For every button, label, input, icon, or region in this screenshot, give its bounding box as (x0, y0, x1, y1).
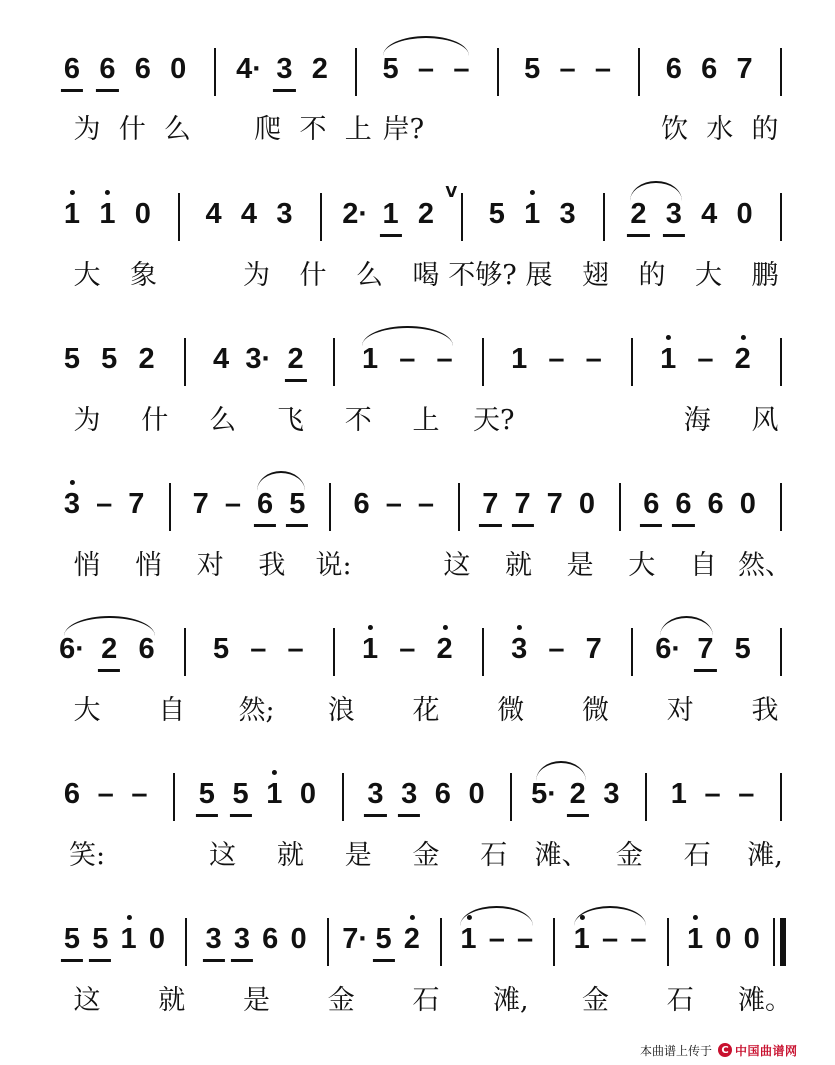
note: 3· (245, 343, 272, 375)
lyric-syllable: 这 (73, 985, 101, 1016)
site-logo (718, 1042, 798, 1059)
lyric-syllable: 不 (299, 114, 327, 145)
lyric-syllable: 水 (706, 114, 734, 145)
note: 7 (697, 635, 713, 664)
note: – (224, 488, 241, 520)
note: 2 (630, 200, 646, 229)
note: 6 (643, 490, 659, 519)
lyric-syllable: 为 (73, 114, 101, 145)
lyric-syllable: 展 (525, 260, 553, 291)
octave-dot (70, 190, 75, 195)
lyric-syllable: 大 (73, 695, 101, 726)
note: 2 (311, 53, 328, 85)
note: 5 (199, 780, 215, 809)
barline (645, 773, 647, 821)
note: 1 (670, 778, 687, 810)
lyric-syllable: 对 (666, 695, 694, 726)
lyric-syllable: 什 (299, 260, 327, 291)
note: 2· (342, 198, 369, 230)
lyric-syllable: 悄 (73, 550, 101, 581)
barline (333, 628, 335, 676)
note: – (704, 778, 721, 810)
lyric-syllable: 花 (412, 695, 440, 726)
note: 3 (276, 55, 292, 84)
notation-row (0, 48, 835, 108)
barline (185, 918, 187, 966)
octave-dot (443, 625, 448, 630)
octave-dot (105, 190, 110, 195)
note: 3 (206, 925, 222, 954)
note: 5· (531, 778, 557, 810)
note: – (517, 923, 534, 955)
note: 1 (574, 925, 590, 954)
lyric-syllable: 大 (628, 550, 656, 581)
lyric-syllable: 我 (258, 550, 286, 581)
lyric-syllable: 上 (412, 405, 440, 436)
lyric-syllable: 这 (209, 840, 237, 871)
note: – (287, 633, 304, 665)
note: 5 (101, 343, 118, 375)
barline (638, 48, 640, 96)
underline-beam (627, 234, 649, 237)
note: 6 (262, 923, 279, 955)
barline (440, 918, 442, 966)
note: 7 (546, 488, 563, 520)
note: – (697, 343, 714, 375)
lyric-syllable: 就 (158, 985, 186, 1016)
lyrics-row (0, 407, 835, 447)
underline-beam (479, 524, 501, 527)
note: 3 (276, 198, 293, 230)
note: 6 (99, 55, 115, 84)
underline-beam (98, 669, 120, 672)
note: 0 (134, 198, 151, 230)
underline-beam (286, 524, 308, 527)
note: 2 (735, 345, 751, 374)
note: – (585, 343, 602, 375)
barline (553, 918, 555, 966)
note: 1 (362, 343, 379, 375)
note: 3 (367, 780, 383, 809)
note: – (131, 778, 148, 810)
note: 7 (128, 488, 145, 520)
tie-arc (383, 36, 470, 56)
note: – (488, 923, 505, 955)
note: 5 (524, 53, 541, 85)
lyric-syllable: 浪 (327, 695, 355, 726)
tie-arc (64, 616, 155, 636)
underline-beam (231, 959, 253, 962)
barline (178, 193, 180, 241)
barline (482, 338, 484, 386)
octave-dot (368, 625, 373, 630)
lyric-syllable: 什 (141, 405, 169, 436)
note: 0 (739, 488, 756, 520)
underline-beam (398, 814, 420, 817)
lyric-syllable: 滩。 (738, 985, 792, 1016)
tie-arc (536, 761, 586, 781)
note: – (594, 53, 612, 85)
lyric-syllable: 是 (243, 985, 270, 1016)
octave-dot (666, 335, 671, 340)
lyric-syllable: 这 (443, 550, 471, 581)
note: 4 (701, 198, 718, 230)
barline (497, 48, 499, 96)
lyric-syllable: 说: (315, 550, 352, 581)
lyrics-row (0, 697, 835, 737)
note: 5 (375, 925, 391, 954)
note: 0 (290, 923, 307, 955)
note: 5 (64, 925, 80, 954)
note: 6 (138, 633, 155, 665)
lyric-syllable: 石 (683, 840, 711, 871)
note: – (97, 778, 114, 810)
notation-row (0, 483, 835, 543)
note: 2 (288, 345, 304, 374)
barline (780, 193, 782, 241)
note: 6 (257, 490, 273, 519)
note: 0 (148, 923, 166, 955)
note: – (548, 343, 565, 375)
lyric-syllable: 悄 (135, 550, 163, 581)
lyrics-row (0, 262, 835, 302)
note: 5 (734, 633, 751, 665)
barline (329, 483, 331, 531)
note: 6 (675, 490, 691, 519)
note: 4 (205, 198, 222, 230)
lyric-syllable: 天? (473, 405, 515, 436)
lyric-syllable: 滩, (492, 985, 529, 1016)
barline (619, 483, 621, 531)
lyric-syllable: 然、 (738, 550, 792, 581)
note: 6 (353, 488, 370, 520)
footer-watermark (640, 1040, 798, 1060)
underline-beam (229, 814, 251, 817)
lyrics-row (0, 552, 835, 592)
note: 3 (603, 778, 620, 810)
lyric-syllable: 石 (412, 985, 440, 1016)
barline (184, 628, 186, 676)
note: 5 (382, 53, 399, 85)
lyrics-row (0, 116, 835, 156)
note: 2 (138, 343, 155, 375)
barline (173, 773, 175, 821)
note: 2 (570, 780, 586, 809)
note: 6 (63, 778, 81, 810)
note: 4· (236, 53, 262, 85)
breath-mark: V (445, 183, 458, 201)
note: 2 (437, 635, 453, 664)
barline (780, 773, 782, 821)
barline (780, 483, 782, 531)
octave-dot (70, 480, 75, 485)
barline (510, 773, 512, 821)
underline-beam (364, 814, 386, 817)
underline-beam (694, 669, 716, 672)
lyric-syllable: 金 (615, 840, 643, 871)
note: – (417, 53, 435, 85)
lyric-syllable: 飞 (276, 405, 304, 436)
note: 1 (64, 200, 80, 229)
note: – (436, 343, 453, 375)
lyric-syllable: 我 (751, 695, 779, 726)
tie-arc (630, 181, 681, 201)
note: 6 (64, 55, 80, 84)
barline (780, 628, 782, 676)
lyric-syllable: 是 (566, 550, 594, 581)
note: – (738, 778, 755, 810)
barline (214, 48, 216, 96)
lyric-syllable: 为 (73, 405, 101, 436)
note: 7 (736, 53, 753, 85)
barline (773, 918, 775, 966)
octave-dot (410, 915, 415, 920)
note: – (559, 53, 576, 85)
underline-beam (96, 89, 118, 92)
notation-row (0, 183, 835, 253)
note: 5 (289, 490, 305, 519)
note: – (385, 488, 402, 520)
barline (780, 338, 782, 386)
note: 1 (687, 925, 703, 954)
note: – (399, 633, 416, 665)
lyric-syllable: 么 (209, 405, 237, 436)
underline-beam (672, 524, 694, 527)
note: 0 (299, 778, 317, 810)
note: 1 (660, 345, 676, 374)
underline-beam (372, 959, 394, 962)
lyric-syllable: 么 (163, 114, 191, 145)
octave-dot (530, 190, 535, 195)
underline-beam (61, 89, 83, 92)
note: 1 (524, 200, 540, 229)
note: 7 (192, 488, 209, 520)
note: 6 (707, 488, 724, 520)
lyric-syllable: 海 (683, 405, 711, 436)
notation-row (0, 628, 835, 688)
note: 0 (468, 778, 485, 810)
barline (482, 628, 484, 676)
lyric-syllable: 石 (666, 985, 694, 1016)
note: 3 (511, 635, 527, 664)
lyric-syllable: 不够? (448, 260, 517, 291)
lyric-syllable: 笑: (68, 840, 106, 871)
lyric-syllable: 自 (158, 695, 186, 726)
note: – (630, 923, 647, 955)
octave-dot (741, 335, 746, 340)
lyric-syllable: 滩、 (534, 840, 589, 871)
lyric-syllable: 就 (504, 550, 532, 581)
barline (184, 338, 186, 386)
note: 5 (63, 343, 81, 375)
barline (603, 193, 605, 241)
note: – (548, 633, 565, 665)
note: 1 (121, 925, 137, 954)
barline (667, 918, 669, 966)
underline-beam (89, 959, 111, 962)
note: 5 (232, 780, 248, 809)
lyric-syllable: 翅 (582, 260, 609, 291)
lyric-syllable: 爬 (254, 114, 282, 145)
lyric-syllable: 上 (344, 114, 372, 145)
underline-beam (254, 524, 276, 527)
underline-beam (203, 959, 225, 962)
lyric-syllable: 的 (751, 114, 779, 145)
note: 4 (212, 343, 230, 375)
lyrics-row (0, 842, 835, 882)
lyric-syllable: 什 (118, 114, 146, 145)
notation-row (0, 773, 835, 833)
barline (320, 193, 322, 241)
tie-arc (257, 471, 305, 491)
note: 0 (736, 198, 753, 230)
note: – (399, 343, 416, 375)
barline (333, 338, 335, 386)
note: 0 (578, 488, 595, 520)
lyric-syllable: 饮 (661, 114, 689, 145)
lyric-syllable: 大 (73, 260, 101, 291)
lyric-syllable: 岸? (382, 114, 425, 145)
underline-beam (663, 234, 685, 237)
note: – (453, 53, 470, 85)
note: 4 (240, 198, 258, 230)
note: 3 (64, 490, 80, 519)
underline-beam (61, 959, 83, 962)
tie-arc (574, 906, 647, 926)
note: – (96, 488, 113, 520)
note: 7 (482, 490, 498, 519)
barline (342, 773, 344, 821)
tie-arc (660, 616, 713, 636)
octave-dot (517, 625, 522, 630)
note: 6 (701, 53, 718, 85)
lyric-syllable: 喝 (412, 260, 440, 291)
note: – (417, 488, 435, 520)
tie-arc (460, 906, 533, 926)
underline-beam (285, 379, 307, 382)
lyric-syllable: 不 (344, 405, 372, 436)
note: 2 (101, 635, 117, 664)
lyric-syllable: 大 (695, 260, 722, 291)
lyric-syllable: 微 (582, 695, 609, 726)
lyric-syllable: 滩, (747, 840, 783, 871)
barline (327, 918, 329, 966)
lyric-syllable: 金 (582, 985, 609, 1016)
note: 0 (170, 53, 187, 85)
lyric-syllable: 是 (344, 840, 372, 871)
underline-beam (511, 524, 533, 527)
note: 1 (383, 200, 399, 229)
octave-dot (272, 770, 277, 775)
lyric-syllable: 么 (356, 260, 383, 291)
note: 3 (559, 198, 576, 230)
lyric-syllable: 象 (130, 260, 157, 291)
lyric-syllable: 然; (238, 695, 275, 726)
logo-icon: C (718, 1043, 732, 1057)
note: 2 (417, 198, 435, 230)
underline-beam (380, 234, 402, 237)
note: 1 (99, 200, 115, 229)
lyric-syllable: 风 (751, 405, 779, 436)
note: 0 (743, 923, 760, 955)
underline-beam (273, 89, 295, 92)
lyric-syllable: 石 (480, 840, 508, 871)
octave-dot (693, 915, 698, 920)
barline (461, 193, 463, 241)
note: 3 (401, 780, 417, 809)
lyric-syllable: 鹏 (751, 260, 779, 291)
lyric-syllable: 微 (497, 695, 525, 726)
lyric-syllable: 对 (196, 550, 224, 581)
notation-row (0, 338, 835, 398)
lyric-syllable: 自 (689, 550, 717, 581)
underline-beam (567, 814, 589, 817)
barline (780, 48, 782, 96)
note: 5 (212, 633, 230, 665)
lyric-syllable: 金 (412, 840, 440, 871)
note: 6 (134, 53, 151, 85)
note: 1 (266, 780, 282, 809)
barline (355, 48, 357, 96)
upload-text: 本曲谱上传于 (640, 1043, 713, 1058)
note: 6· (655, 633, 682, 665)
note: 6 (665, 53, 682, 85)
octave-dot (127, 915, 132, 920)
barline (631, 338, 633, 386)
tie-arc (362, 326, 453, 346)
note: – (250, 633, 267, 665)
site-name: 中国曲谱网 (735, 1043, 798, 1058)
lyric-syllable: 金 (327, 985, 355, 1016)
lyric-syllable: 为 (243, 260, 270, 291)
note: 1 (460, 925, 476, 954)
note: 5 (488, 198, 505, 230)
note: 7 (514, 490, 530, 519)
lyric-syllable: 的 (638, 260, 666, 291)
underline-beam (196, 814, 218, 817)
note: 7· (342, 923, 369, 955)
lyric-syllable: 就 (276, 840, 304, 871)
barline (169, 483, 171, 531)
note: 7 (585, 633, 602, 665)
lyrics-row (0, 987, 835, 1027)
note: 1 (362, 635, 378, 664)
note: 6 (434, 778, 451, 810)
note: 1 (511, 343, 528, 375)
note: 6· (59, 633, 85, 665)
note: 2 (404, 925, 420, 954)
note: – (602, 923, 619, 955)
notation-row (0, 918, 835, 978)
note: 0 (715, 923, 732, 955)
underline-beam (640, 524, 662, 527)
note: 3 (666, 200, 682, 229)
barline (458, 483, 460, 531)
note: 5 (92, 925, 108, 954)
note: 3 (234, 925, 250, 954)
final-barline (780, 918, 786, 966)
barline (631, 628, 633, 676)
